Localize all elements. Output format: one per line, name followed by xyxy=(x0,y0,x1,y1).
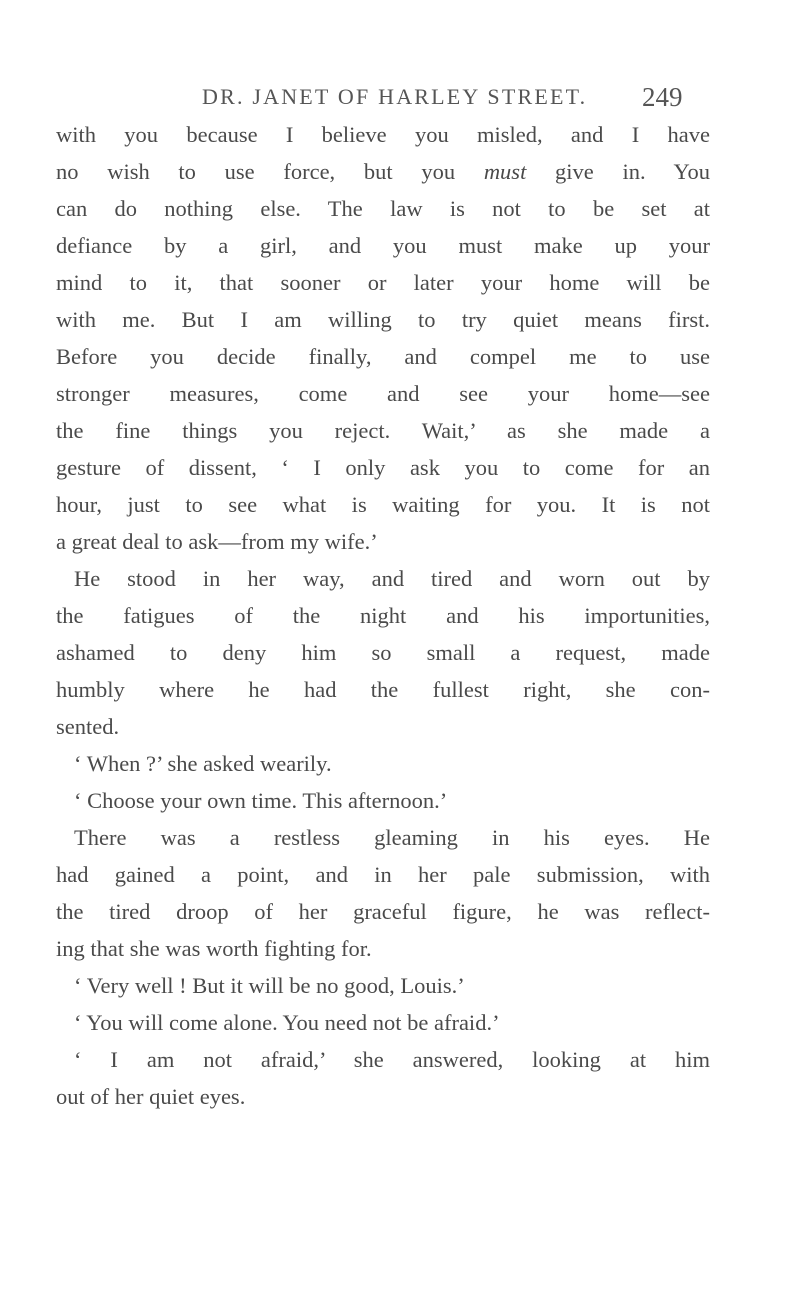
text-line: sented. xyxy=(56,714,120,739)
text-line: ‘ Choose your own time. This afternoon.’ xyxy=(74,788,448,813)
text-line: ‘ When ?’ she asked wearily. xyxy=(74,751,332,776)
text-line: humbly where he had the fullest right, she con- xyxy=(56,677,710,702)
text-line: ‘ You will come alone. You need not be afraid.’ xyxy=(74,1010,500,1035)
emphasis: must xyxy=(483,159,527,184)
text-line: He stood in her way, and tired and worn out by xyxy=(74,566,710,591)
running-title: DR. JANET OF HARLEY STREET. xyxy=(202,84,588,109)
text-line: Before you decide finally, and compel me to use xyxy=(56,344,710,369)
text-line: had gained a point, and in her pale submission, with xyxy=(56,862,710,887)
text-line: the fine things you reject. Wait,’ as she made a xyxy=(56,418,710,443)
text-line: with me. But I am willing to try quiet means first. xyxy=(56,307,710,332)
text-line: gesture of dissent, ‘ I only ask you to come for an xyxy=(56,455,710,480)
text-line: defiance by a girl, and you must make up your xyxy=(56,233,710,258)
text-line: with you because I believe you misled, and I have xyxy=(56,122,710,147)
text-line: the tired droop of her graceful figure, he was reflect- xyxy=(56,899,710,924)
text-line: no wish to use force, but you must give in. You xyxy=(56,159,710,184)
text-line: mind to it, that sooner or later your home will be xyxy=(56,270,710,295)
text-line: ‘ Very well ! But it will be no good, Louis.’ xyxy=(74,973,465,998)
text-line: hour, just to see what is waiting for you. It is not xyxy=(56,492,710,517)
text-line: out of her quiet eyes. xyxy=(56,1084,246,1109)
body-text xyxy=(56,116,710,1115)
text-line: ing that she was worth fighting for. xyxy=(56,936,372,961)
text-line: the fatigues of the night and his importunities, xyxy=(56,603,710,628)
text-line: ‘ I am not afraid,’ she answered, looking at him xyxy=(74,1047,710,1072)
text-line: ashamed to deny him so small a request, made xyxy=(56,640,710,665)
text-line: can do nothing else. The law is not to be set at xyxy=(56,196,710,221)
text-line: stronger measures, come and see your home—see xyxy=(56,381,710,406)
text-line: a great deal to ask—from my wife.’ xyxy=(56,529,378,554)
text-line: There was a restless gleaming in his eyes. He xyxy=(74,825,710,850)
page-number: 249 xyxy=(642,82,683,112)
